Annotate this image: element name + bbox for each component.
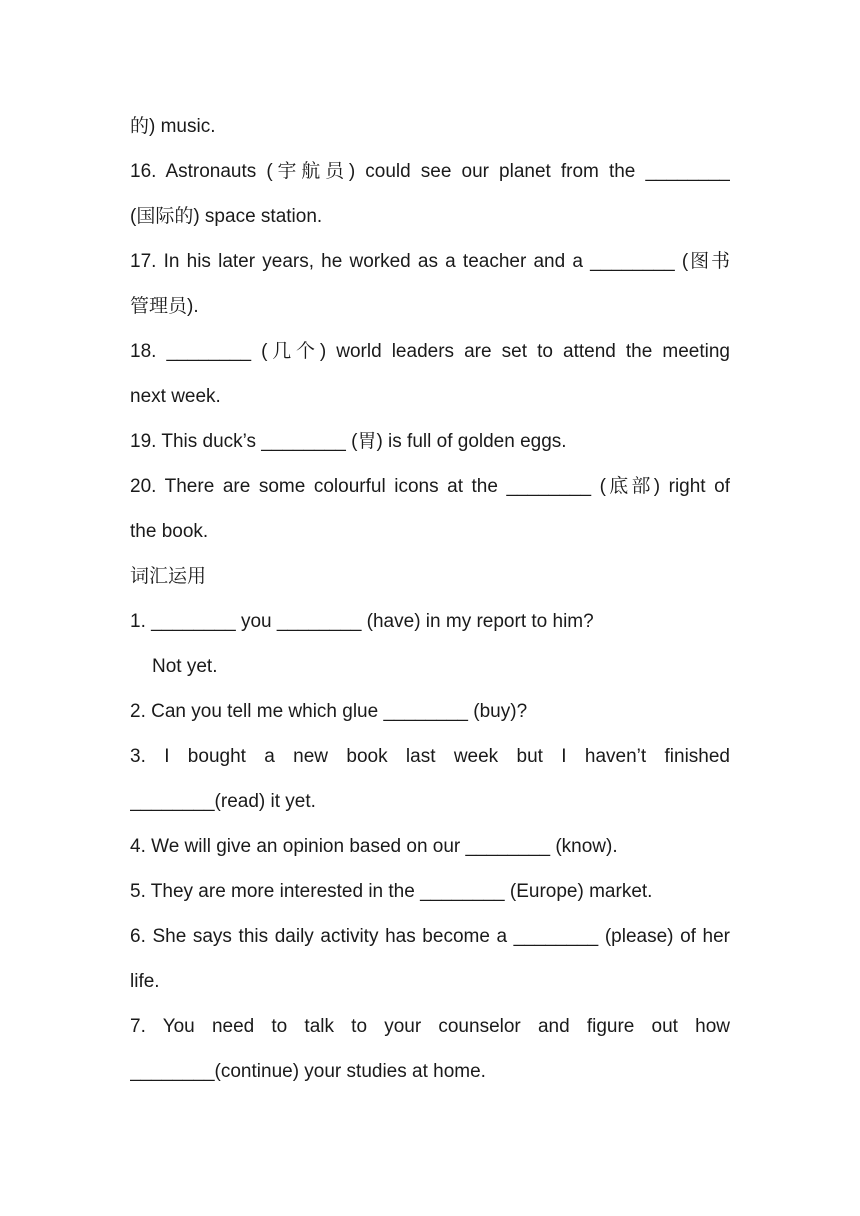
text-line: 管理员). (130, 296, 199, 317)
text-line: 19. This duck’s ________ (胃) is full of golden eggs. (130, 431, 567, 452)
text-line: (国际的) space station. (130, 206, 323, 227)
text-line: 18. ________ (几个) world leaders are set to attend the meeting (130, 341, 730, 362)
text-line: the book. (130, 521, 209, 542)
text-line: 3. I bought a new book last week but I haven’t finished (130, 746, 730, 767)
text-line: next week. (130, 386, 221, 407)
text-line: 2. Can you tell me which glue ________ (buy)? (130, 701, 528, 722)
text-line: 词汇运用 (130, 566, 207, 587)
text-line: 1. ________ you ________ (have) in my report to him? (130, 611, 594, 632)
text-line: 7. You need to talk to your counselor and figure out how (130, 1016, 730, 1037)
text-line: ________(read) it yet. (130, 791, 316, 812)
text-line: 6. She says this daily activity has become a ________ (please) of her (130, 926, 730, 947)
document-page (130, 104, 730, 1094)
text-line: 5. They are more interested in the ________ (Europe) market. (130, 881, 653, 902)
text-line: ________(continue) your studies at home. (130, 1061, 486, 1082)
text-line: 的) music. (130, 116, 216, 137)
text-line: 16. Astronauts (宇航员) could see our planet from the ________ (130, 161, 730, 182)
text-line: 20. There are some colourful icons at the ________ (底部) right of (130, 476, 730, 497)
text-line: 17. In his later years, he worked as a teacher and a ________ (图书 (130, 251, 730, 272)
text-line: Not yet. (152, 656, 218, 677)
text-line: 4. We will give an opinion based on our ________ (know). (130, 836, 618, 857)
text-line: life. (130, 971, 160, 992)
